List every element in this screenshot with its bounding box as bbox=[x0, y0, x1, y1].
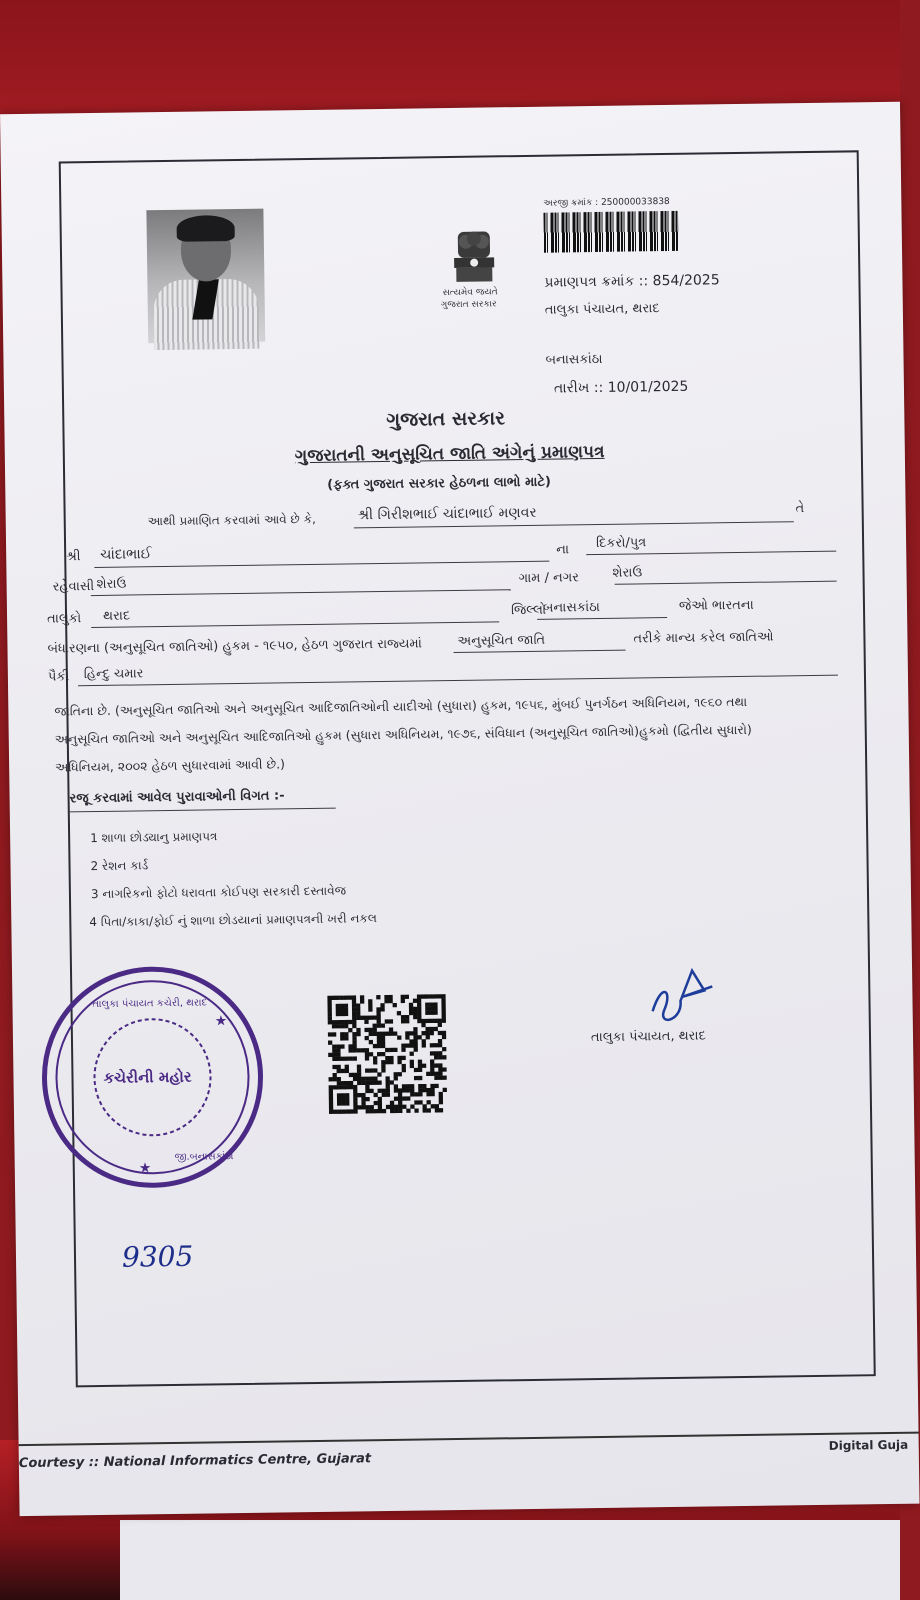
handwritten-number: 9305 bbox=[121, 1239, 194, 1274]
evidence-item: 1 શાળા છોડ્યાનુ પ્રમાણપત્ર bbox=[90, 829, 218, 846]
resident-label: રહેવાસી bbox=[52, 579, 95, 595]
seal-bottom-text: જી.બનાસકાંઠા bbox=[174, 1151, 234, 1163]
seal-text: કચેરીની મહોર bbox=[103, 1067, 192, 1087]
na-label: ના bbox=[556, 542, 570, 558]
resident-line bbox=[91, 589, 511, 596]
footer-courtesy: Courtesy :: National Informatics Centre, Gujarat bbox=[18, 1451, 372, 1472]
village-value: શેરાઉ bbox=[612, 565, 643, 581]
district-line bbox=[537, 617, 667, 620]
para-line-1: જાતિના છે. (અનુસૂચિત જાતિઓ અને અનુસૂચિત આદિજાતિઓની યાદીઓ (સુધારા) હુકમ, ૧૯૫૬, મુંબઈ પુનર્ગઠન અધિનિયમ, ૧૯૬૦ તથા bbox=[54, 693, 748, 719]
village-label: ગામ / નગર bbox=[518, 570, 580, 587]
caste-line bbox=[78, 675, 838, 687]
application-number: અરજી ક્રમાંક : 250000033838 bbox=[543, 196, 670, 209]
signature-label: તાલુકા પંચાયત, થરાદ bbox=[590, 1028, 706, 1046]
evidence-item: 4 પિતા/કાકા/ફોઈ નું શાળા છોડયાનાં પ્રમાણપત્રની ખરી નકલ bbox=[89, 911, 378, 930]
district-value: બનાસકાંઠા bbox=[542, 599, 601, 616]
father-line bbox=[94, 561, 549, 568]
intro-text: આથી પ્રમાણિત કરવામાં આવે છે કે, bbox=[147, 511, 316, 529]
father-name: ચાંદાભાઈ bbox=[100, 546, 152, 563]
under-sheet bbox=[120, 1520, 900, 1600]
category-value: અનુસૂચિત જાતિ bbox=[457, 632, 546, 649]
footer-rule bbox=[19, 1432, 919, 1447]
bharat-text: જેઓ ભારતના bbox=[678, 597, 754, 614]
issue-date: તારીખ :: 10/01/2025 bbox=[553, 378, 689, 397]
para-line-3: અધિનિયમ, ૨૦૦૨ હેઠળ સુધારવામાં આવી છે.) bbox=[55, 756, 286, 775]
seal-top-text: તાલુકા પંચાયત કચેરી, થરાદ bbox=[92, 997, 208, 1011]
constitution-text: બંધારણના (અનુસૂચિત જાતિઓ) હુકમ - ૧૯૫૦, હેઠળ ગુજરાત રાજ્યમાં bbox=[47, 636, 422, 657]
recognised-text: તરીકે માન્ય કરેલ જાતિઓ bbox=[633, 629, 774, 647]
village-line bbox=[615, 581, 837, 585]
te-label: તે bbox=[795, 501, 805, 517]
gov-title: ગુજરાત સરકાર bbox=[386, 407, 506, 431]
certificate-number: પ્રમાણપત્ર ક્રમાંક :: 854/2025 bbox=[544, 272, 720, 291]
district-label: જિલ્લો bbox=[510, 602, 547, 619]
certificate-paper bbox=[0, 102, 919, 1516]
applicant-name: શ્રી ગિરીશભાઈ ચાંદાભાઈ મણવર bbox=[357, 504, 537, 524]
shri-label: શ્રી bbox=[66, 549, 81, 565]
qr-code bbox=[327, 994, 447, 1114]
para-line-2: અનુસૂચિત જાતિઓ અને અનુસૂચિત આદિજાતિઓ હુકમ (સુધારા અધિનિયમ, ૧૯૭૬, સંવિધાન (અનુસૂચિત જાતિઓ)હુકમો (દ્વિતીય સુધારો) bbox=[54, 721, 752, 747]
taluka-value: થરાદ bbox=[102, 608, 131, 624]
relation-line bbox=[586, 551, 836, 555]
evidence-heading-line bbox=[68, 808, 336, 813]
district-name: બનાસકાંઠા bbox=[545, 351, 603, 368]
caste-value: હિન્દુ ચમાર bbox=[83, 666, 144, 683]
barcode bbox=[543, 211, 679, 253]
evidence-heading: રજૂ કરવામાં આવેલ પુરાવાઓની વિગત :- bbox=[69, 788, 285, 807]
footer-digital: Digital Guja bbox=[828, 1437, 909, 1453]
signature-icon bbox=[642, 960, 723, 1031]
paiki-label: પૈકી bbox=[47, 669, 70, 685]
svg-text:★: ★ bbox=[214, 1013, 228, 1030]
evidence-item: 2 રેશન કાર્ડ bbox=[90, 858, 149, 874]
taluka-label: તાલુકો bbox=[46, 611, 82, 627]
applicant-photo bbox=[146, 209, 265, 344]
resident-value: શેરાઉ bbox=[96, 576, 127, 592]
emblem-caption: ગુજરાત સરકાર bbox=[440, 299, 497, 311]
svg-text:★: ★ bbox=[138, 1160, 152, 1177]
office-name: તાલુકા પંચાયત, થરાદ bbox=[544, 301, 660, 318]
relation: દિકરો/પુત્ર bbox=[595, 535, 647, 552]
taluka-line bbox=[91, 621, 499, 628]
certificate-frame bbox=[46, 150, 876, 1387]
certificate-subtitle: (ફક્ત ગુજરાત સરકાર હેઠળના લાભો માટે) bbox=[327, 474, 552, 493]
background-top bbox=[0, 0, 900, 120]
evidence-item: 3 નાગરિકનો ફોટો ધરાવતા કોઈપણ સરકારી દસ્તાવેજ bbox=[90, 883, 347, 902]
certificate-title: ગુજરાતની અનુસૂચિત જાતિ અંગેનું પ્રમાણપત્ર bbox=[294, 441, 605, 467]
emblem-motto: સત્યમેવ જયતે bbox=[442, 287, 498, 299]
category-line bbox=[454, 650, 626, 653]
